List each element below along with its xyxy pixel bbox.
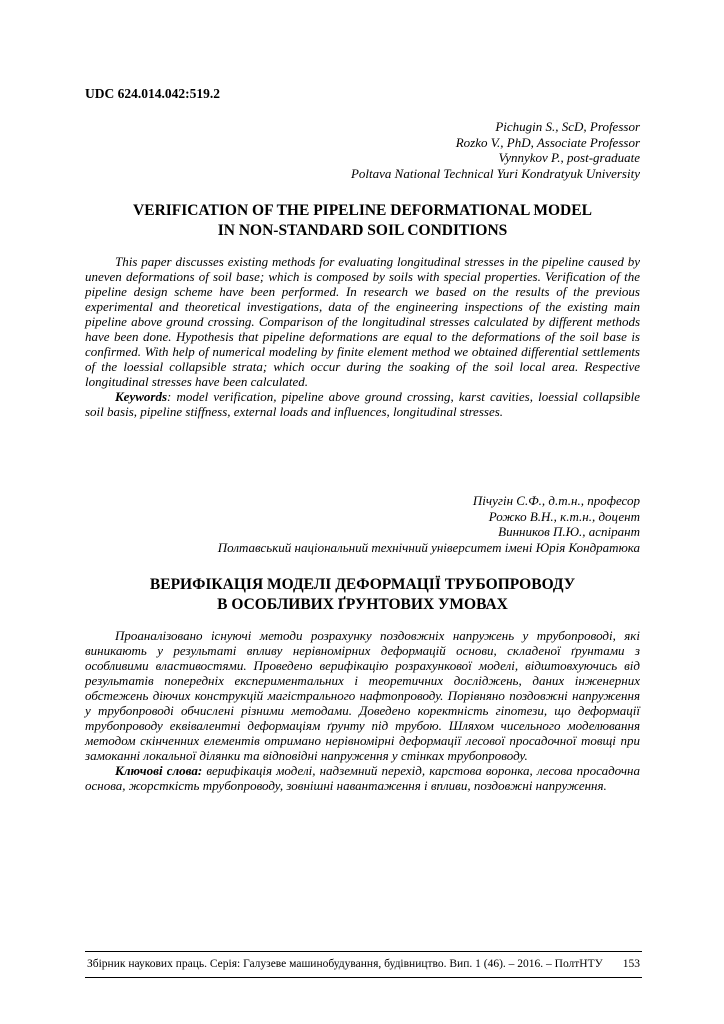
paper-title-en bbox=[85, 201, 640, 241]
author-line-uk: Винников П.Ю., аспірант bbox=[498, 524, 640, 539]
page-content bbox=[85, 86, 640, 793]
paper-title-uk-line1: ВЕРИФІКАЦІЯ МОДЕЛІ ДЕФОРМАЦІЇ ТРУБОПРОВОДУ bbox=[149, 576, 576, 593]
author-line-uk: Пічугін С.Ф., д.т.н., професор bbox=[472, 493, 640, 508]
author-line-en: Pichugin S., ScD, Professor bbox=[495, 119, 640, 134]
footer-page-number: 153 bbox=[622, 958, 640, 970]
keywords-uk-text: верифікація моделі, надземний перехід, карстова воронка, лесова просадочна основа, жорсткість трубопроводу, зовнішні навантаження і впливи, поздовжні напруження. bbox=[85, 763, 640, 793]
page-footer bbox=[85, 951, 642, 978]
paper-title-en-line2: IN NON-STANDARD SOIL CONDITIONS bbox=[217, 222, 508, 239]
authors-block-uk bbox=[85, 493, 640, 555]
paper-title-en-line1: VERIFICATION OF THE PIPELINE DEFORMATIONAL MODEL bbox=[133, 202, 592, 219]
affiliation-line-uk: Полтавський національний технічний університет імені Юрія Кондратюка bbox=[217, 539, 640, 555]
keywords-en bbox=[85, 389, 640, 419]
author-line-en: Rozko V., PhD, Associate Professor bbox=[455, 134, 640, 150]
author-line-en: Vynnykov P., post-graduate bbox=[498, 150, 640, 165]
footer-journal-info: Збірник наукових праць. Серія: Галузеве машинобудування, будівництво. Вип. 1 (46). – 2016. – ПолтНТУ bbox=[87, 958, 603, 970]
keywords-uk-label: Ключові слова: bbox=[115, 763, 203, 778]
author-line-uk: Рожко В.Н., к.т.н., доцент bbox=[488, 508, 640, 524]
keywords-en-text: : model verification, pipeline above ground crossing, karst cavities, loessial collapsible soil basis, pipeline stiffness, external loads and influences, longitudinal stresses. bbox=[85, 389, 640, 419]
paper-title-uk-line2: В ОСОБЛИВИХ ҐРУНТОВИХ УМОВАХ bbox=[217, 596, 508, 613]
abstract-uk: Проаналізовано існуючі методи розрахунку поздовжніх напружень у трубопроводі, які виникають у результаті впливу нерівномірних деформацій основи, складеної ґрунтами з особливими властивостями. Проведено верифікацію розрахункової моделі, відштовхуючись від результатів попередніх експериментальних і теоретичних досліджень, даних інженерних обстежень діючих конструкцій магістрального нафтопроводу. Порівняно поздовжні напруження у трубопроводі обчислені різними методами. Доведено коректність гіпотези, що деформації трубопроводу еквівалентні деформаціям ґрунту під трубою. Шляхом чисельного моделювання методом скінченних елементів отримано нерівномірні деформації лесової просадочної товщі при замоканні локальної ділянки та відповідні напруження у стінках трубопроводу. bbox=[85, 628, 640, 763]
keywords-uk bbox=[85, 763, 640, 793]
abstract-en: This paper discusses existing methods for evaluating longitudinal stresses in the pipeline caused by uneven deformations of soil base; which is composed by soils with special properties. Verification of the pipeline design scheme have been performed. In research we based on the results of the previous experimental and theoretical investigations, data of the engineering inspections of the existing main pipeline above ground crossing. Comparison of the longitudinal stresses calculated by different methods have been done. Hypothesis that pipeline deformations are equal to the deformations of the soil base is confirmed. With help of numerical modeling by finite element method we obtained differential settlements of the loessial collapsible strata; which occur during the soaking of the soil local area. Respective longitudinal stresses have been calculated. bbox=[85, 254, 640, 389]
keywords-en-label: Keywords bbox=[115, 389, 167, 404]
authors-block-en bbox=[85, 119, 640, 181]
paper-title-uk bbox=[85, 575, 640, 615]
affiliation-line-en: Poltava National Technical Yuri Kondratyuk University bbox=[350, 165, 640, 181]
udc-number: UDC 624.014.042:519.2 bbox=[85, 86, 220, 101]
